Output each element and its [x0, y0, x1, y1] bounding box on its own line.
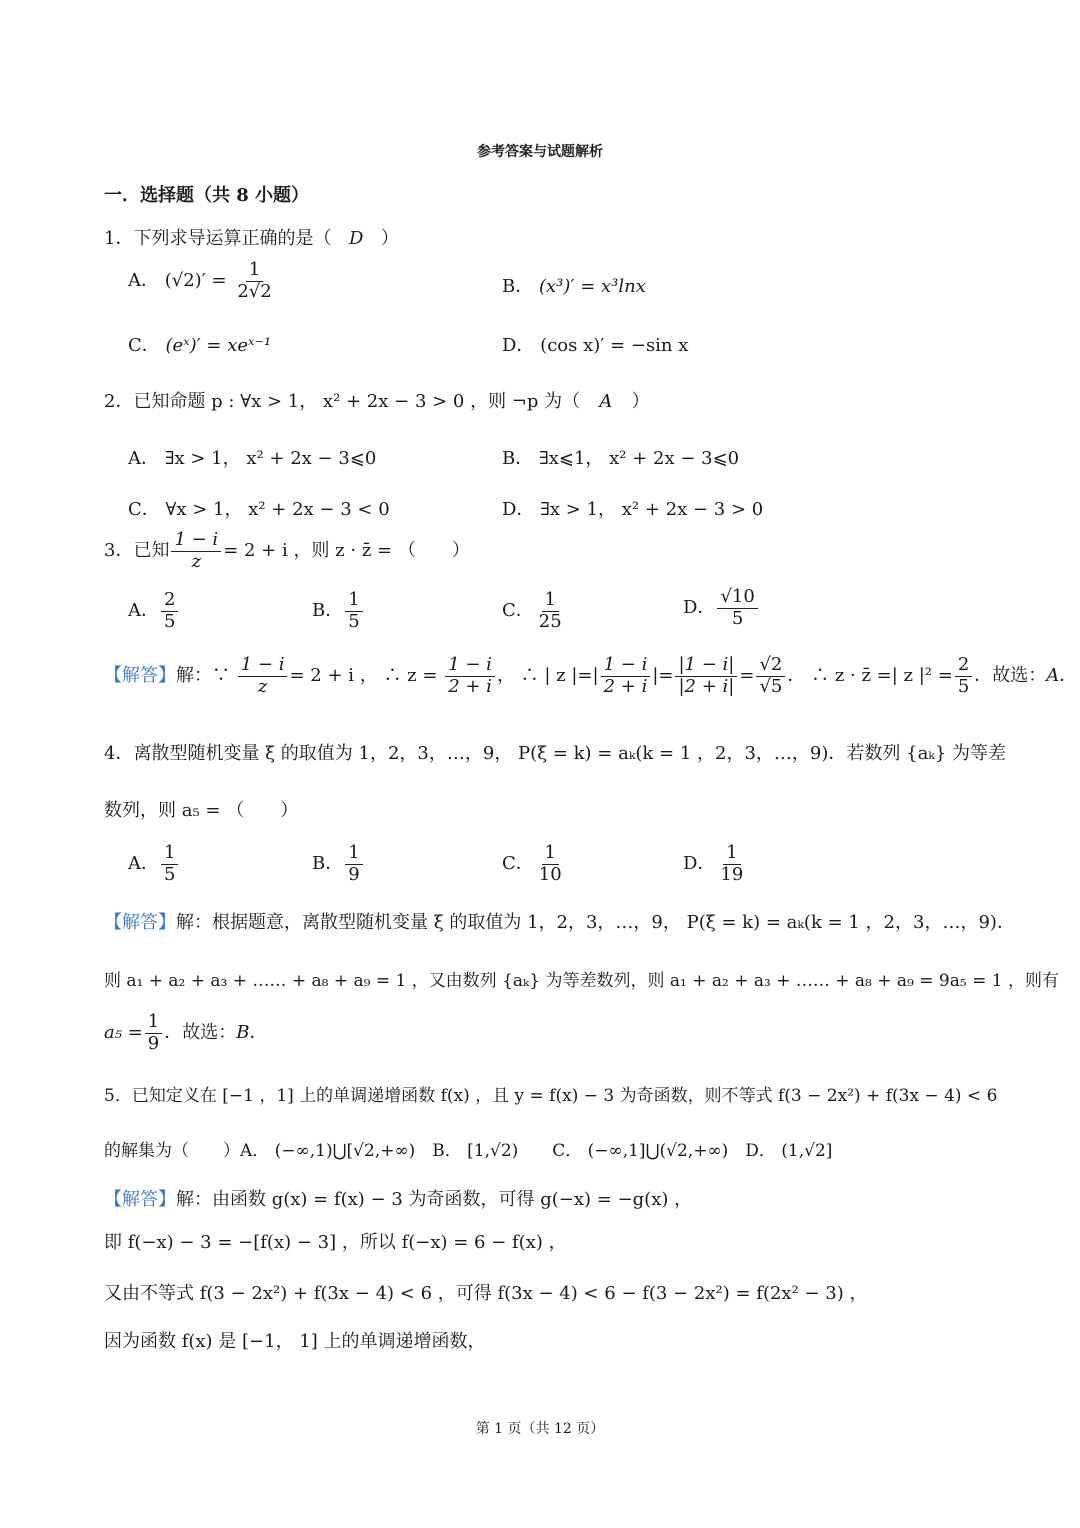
- q2-stem: 2．已知命题 p : ∀x > 1， x² + 2x − 3 > 0 ，则 ¬p 为（ A ）: [104, 391, 650, 412]
- q5-solution-line1: 【解答】解：由函数 g(x) = f(x) − 3 为奇函数，可得 g(−x) = −g(x) ，: [104, 1189, 693, 1210]
- solution-tag: 【解答】: [104, 665, 176, 687]
- q3-option-c: C． $\frac{1}{25}$: [502, 589, 562, 632]
- page-footer: 第 1 页（共 12 页）: [475, 1421, 605, 1437]
- solution-tag: 【解答】: [104, 912, 176, 933]
- q1-option-d: D． (cos x)′ = −sin x: [502, 335, 689, 356]
- q3-option-a: A． $\frac{2}{5}$: [128, 590, 180, 632]
- q1-option-c: C． (eˣ)′ = xeˣ⁻¹: [128, 335, 272, 356]
- q3-option-b: B． $\frac{1}{5}$: [312, 590, 365, 632]
- q1-option-a: A． (√2)′ = $\frac{1}{2√2}$: [128, 259, 272, 302]
- solution-tag: 【解答】: [104, 1189, 176, 1210]
- q1-option-b: B． (x³)′ = x³lnx: [502, 276, 646, 297]
- q2-option-a: A． ∃x > 1， x² + 2x − 3⩽0: [128, 448, 377, 469]
- q3-option-d: D． $\frac{√10}{5}$: [683, 587, 760, 629]
- q4-stem-line1: 4．离散型随机变量 ξ 的取值为 1，2，3，…，9， P(ξ = k) = aₖ(k = 1 ，2，3，…，9)．若数列 {aₖ} 为等差: [104, 743, 1007, 764]
- q4-option-b: B． $\frac{1}{9}$: [312, 843, 365, 885]
- q2-option-b: B． ∃x⩽1， x² + 2x − 3⩽0: [502, 448, 740, 469]
- q3-stem: 3．已知 $\frac{1 - i}{z}$ = 2 + i ，则 z · z̄ = （ ）: [104, 529, 470, 572]
- q1-stem: 1．下列求导运算正确的是（ D ）: [104, 228, 399, 249]
- q4-option-a: A． $\frac{1}{5}$: [128, 843, 180, 885]
- q3-solution: 【解答】解：∵ $\frac{1 - i}{z}$ = 2 + i ， ∴ z = $\frac{1 - i}{2 + i}$ ， ∴ | z |=| $\frac{1 - i}{2 + i}$ |= $\frac{|1 - i|}{|2 + i|}$ = $\frac{√2}{√5}$ ． ∴ z · z̄ =| z |² = $\frac{2}{5}$ ．故选：A．: [104, 654, 1078, 697]
- q4-option-c: C． $\frac{1}{10}$: [502, 842, 562, 885]
- q2-option-c: C． ∀x > 1， x² + 2x − 3 < 0: [128, 499, 390, 520]
- q4-solution-line3: a₅ = $\frac{1}{9}$ ．故选：B．: [104, 1011, 268, 1054]
- q1-answer: D: [348, 228, 364, 249]
- section-heading: 一．选择题（共 8 小题）: [104, 185, 310, 206]
- q4-stem-line2: 数列，则 a₅ = （ ）: [104, 800, 299, 821]
- q4-option-d: D． $\frac{1}{19}$: [683, 842, 744, 885]
- q2-option-d: D． ∃x > 1， x² + 2x − 3 > 0: [502, 499, 764, 520]
- q2-answer: A: [599, 391, 613, 412]
- q5-stem-line1: 5．已知定义在 [−1 ，1] 上的单调递增函数 f(x) ，且 y = f(x) − 3 为奇函数，则不等式 f(3 − 2x²) + f(3x − 4) < 6: [104, 1086, 998, 1106]
- q5-solution-line3: 又由不等式 f(3 − 2x²) + f(3x − 4) < 6 ，可得 f(3x − 4) < 6 − f(3 − 2x²) = f(2x² − 3) ，: [104, 1283, 868, 1304]
- q5-solution-line4: 因为函数 f(x) 是 [−1， 1] 上的单调递增函数，: [104, 1331, 486, 1352]
- q4-solution-line2: 则 a₁ + a₂ + a₃ + …… + a₈ + a₉ = 1 ，又由数列 {aₖ} 为等差数列，则 a₁ + a₂ + a₃ + …… + a₈ + a₉ = 9a₅ = 1 ，则有: [104, 971, 1059, 991]
- q5-solution-line2: 即 f(−x) − 3 = −[f(x) − 3] ，所以 f(−x) = 6 − f(x) ，: [104, 1232, 567, 1253]
- q5-stem-line2: 的解集为（ ）A． (−∞,1)⋃[√2,+∞) B． [1,√2) C． (−∞,1]⋃(√2,+∞) D． (1,√2]: [104, 1141, 833, 1161]
- q4-solution-line1: 【解答】解：根据题意，离散型随机变量 ξ 的取值为 1，2，3，…，9， P(ξ = k) = aₖ(k = 1 ，2，3，…，9)．: [104, 912, 1015, 933]
- page-title: 参考答案与试题解析: [477, 144, 603, 160]
